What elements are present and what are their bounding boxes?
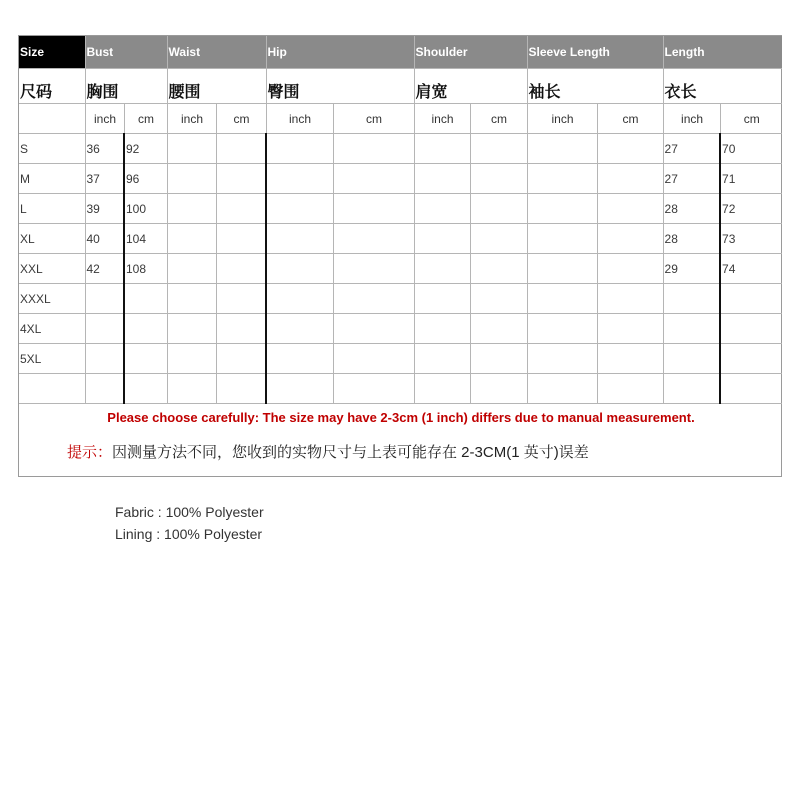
table-cell: L — [19, 194, 85, 224]
table-cell: XXL — [19, 254, 85, 284]
table-cell — [414, 164, 470, 194]
header-length: Length — [663, 36, 782, 69]
table-cell — [663, 344, 720, 374]
table-cell: 29 — [663, 254, 720, 284]
table-cell — [19, 374, 85, 404]
table-cell — [216, 224, 266, 254]
header-row-en — [19, 36, 782, 69]
table-row — [19, 164, 782, 194]
table-cell — [333, 254, 414, 284]
table-cell — [333, 344, 414, 374]
table-cell — [470, 374, 527, 404]
table-cell — [333, 164, 414, 194]
header-bust: Bust — [85, 36, 167, 69]
header-cn-sleeve: 袖长 — [527, 69, 663, 104]
unit-blank — [19, 104, 85, 134]
table-cell — [470, 284, 527, 314]
header-shoulder: Shoulder — [414, 36, 527, 69]
table-cell: 74 — [720, 254, 782, 284]
table-cell — [167, 344, 216, 374]
table-cell — [266, 224, 333, 254]
table-cell: 92 — [124, 134, 167, 164]
table-cell: 27 — [663, 164, 720, 194]
table-cell — [527, 194, 597, 224]
table-cell — [85, 344, 124, 374]
table-cell — [333, 284, 414, 314]
table-cell — [333, 224, 414, 254]
table-cell — [597, 194, 663, 224]
header-cn-size: 尺码 — [19, 69, 85, 104]
table-cell: 108 — [124, 254, 167, 284]
table-cell — [720, 344, 782, 374]
unit-row — [19, 104, 782, 134]
table-row — [19, 134, 782, 164]
header-cn-length: 衣长 — [663, 69, 782, 104]
table-cell — [663, 284, 720, 314]
table-cell — [720, 284, 782, 314]
table-cell — [216, 194, 266, 224]
table-cell — [414, 254, 470, 284]
table-cell: 37 — [85, 164, 124, 194]
table-cell — [597, 314, 663, 344]
table-cell — [527, 314, 597, 344]
header-cn-waist: 腰围 — [167, 69, 266, 104]
table-cell — [414, 284, 470, 314]
table-cell — [167, 314, 216, 344]
unit-label: cm — [124, 104, 167, 134]
table-cell — [663, 314, 720, 344]
table-cell: 73 — [720, 224, 782, 254]
table-cell — [216, 344, 266, 374]
table-cell: 36 — [85, 134, 124, 164]
table-cell — [333, 314, 414, 344]
table-row — [19, 314, 782, 344]
table-cell — [527, 374, 597, 404]
table-cell — [266, 164, 333, 194]
header-sleeve-length: Sleeve Length — [527, 36, 663, 69]
header-waist: Waist — [167, 36, 266, 69]
table-cell — [414, 314, 470, 344]
table-cell — [216, 374, 266, 404]
table-cell: 70 — [720, 134, 782, 164]
unit-label: cm — [216, 104, 266, 134]
table-cell — [266, 344, 333, 374]
unit-label: inch — [85, 104, 124, 134]
header-cn-hip: 臀围 — [266, 69, 414, 104]
table-cell — [266, 134, 333, 164]
table-cell — [124, 314, 167, 344]
table-cell — [266, 254, 333, 284]
table-cell — [470, 194, 527, 224]
table-row — [19, 284, 782, 314]
table-cell — [85, 314, 124, 344]
table-cell — [124, 344, 167, 374]
table-cell — [266, 284, 333, 314]
table-cell — [470, 344, 527, 374]
table-row — [19, 344, 782, 374]
table-cell — [414, 194, 470, 224]
unit-label: cm — [597, 104, 663, 134]
table-cell — [527, 284, 597, 314]
table-cell — [216, 284, 266, 314]
unit-label: inch — [266, 104, 333, 134]
header-row-cn — [19, 69, 782, 104]
unit-label: cm — [720, 104, 782, 134]
notice-cn-text: 因测量方法不同，您收到的实物尺寸与上表可能存在 2-3CM(1 英寸)误差 — [112, 444, 589, 461]
table-cell: S — [19, 134, 85, 164]
unit-label: inch — [167, 104, 216, 134]
table-cell — [470, 134, 527, 164]
size-chart — [18, 35, 782, 477]
table-cell — [216, 164, 266, 194]
lining-line: Lining : 100% Polyester — [115, 526, 263, 542]
table-row — [19, 374, 782, 404]
table-cell — [470, 164, 527, 194]
table-cell — [414, 134, 470, 164]
table-cell: XXXL — [19, 284, 85, 314]
unit-label: cm — [470, 104, 527, 134]
unit-label: inch — [527, 104, 597, 134]
table-cell — [527, 164, 597, 194]
table-cell — [167, 224, 216, 254]
table-cell: 39 — [85, 194, 124, 224]
table-cell — [720, 314, 782, 344]
header-hip: Hip — [266, 36, 414, 69]
table-cell — [414, 374, 470, 404]
table-cell: XL — [19, 224, 85, 254]
table-cell: 40 — [85, 224, 124, 254]
unit-label: inch — [414, 104, 470, 134]
material-info — [115, 501, 264, 545]
table-cell — [470, 224, 527, 254]
table-cell — [470, 254, 527, 284]
table-cell — [167, 164, 216, 194]
table-cell — [414, 344, 470, 374]
table-cell — [527, 344, 597, 374]
table-cell — [124, 374, 167, 404]
table-cell — [720, 374, 782, 404]
table-cell — [216, 314, 266, 344]
header-cn-shoulder: 肩宽 — [414, 69, 527, 104]
table-cell — [597, 134, 663, 164]
table-cell — [85, 284, 124, 314]
table-cell — [124, 284, 167, 314]
notice-cn-label: 提示： — [67, 444, 113, 461]
table-cell — [597, 224, 663, 254]
table-cell — [216, 254, 266, 284]
table-cell — [266, 194, 333, 224]
table-cell: 72 — [720, 194, 782, 224]
table-cell: 71 — [720, 164, 782, 194]
table-cell: 100 — [124, 194, 167, 224]
table-row — [19, 254, 782, 284]
table-cell — [167, 284, 216, 314]
unit-label: inch — [663, 104, 720, 134]
table-cell: 96 — [124, 164, 167, 194]
table-cell — [167, 134, 216, 164]
table-cell — [597, 374, 663, 404]
header-size: Size — [19, 36, 85, 69]
table-cell — [597, 164, 663, 194]
table-cell — [85, 374, 124, 404]
header-cn-bust: 胸围 — [85, 69, 167, 104]
table-cell — [167, 194, 216, 224]
table-cell — [266, 314, 333, 344]
table-cell — [597, 254, 663, 284]
measurement-notice-cn — [67, 441, 589, 462]
table-cell: 42 — [85, 254, 124, 284]
table-cell — [216, 134, 266, 164]
table-cell — [527, 254, 597, 284]
table-cell — [167, 374, 216, 404]
table-cell: 5XL — [19, 344, 85, 374]
unit-label: cm — [333, 104, 414, 134]
table-cell — [527, 134, 597, 164]
table-cell — [597, 284, 663, 314]
size-table — [19, 36, 782, 404]
table-row — [19, 224, 782, 254]
table-cell: 104 — [124, 224, 167, 254]
table-cell — [266, 374, 333, 404]
table-cell — [663, 374, 720, 404]
table-cell: 28 — [663, 224, 720, 254]
table-cell — [333, 134, 414, 164]
fabric-line: Fabric : 100% Polyester — [115, 504, 264, 520]
table-cell: 27 — [663, 134, 720, 164]
measurement-notice-en: Please choose carefully: The size may have 2-3cm (1 inch) differs due to manual measurement. — [107, 410, 695, 425]
table-cell — [470, 314, 527, 344]
table-cell — [167, 254, 216, 284]
table-cell — [333, 194, 414, 224]
table-row — [19, 194, 782, 224]
table-cell — [527, 224, 597, 254]
size-rows — [19, 134, 782, 404]
table-cell — [414, 224, 470, 254]
table-cell — [333, 374, 414, 404]
table-cell: 28 — [663, 194, 720, 224]
table-cell — [597, 344, 663, 374]
table-cell: M — [19, 164, 85, 194]
table-cell: 4XL — [19, 314, 85, 344]
